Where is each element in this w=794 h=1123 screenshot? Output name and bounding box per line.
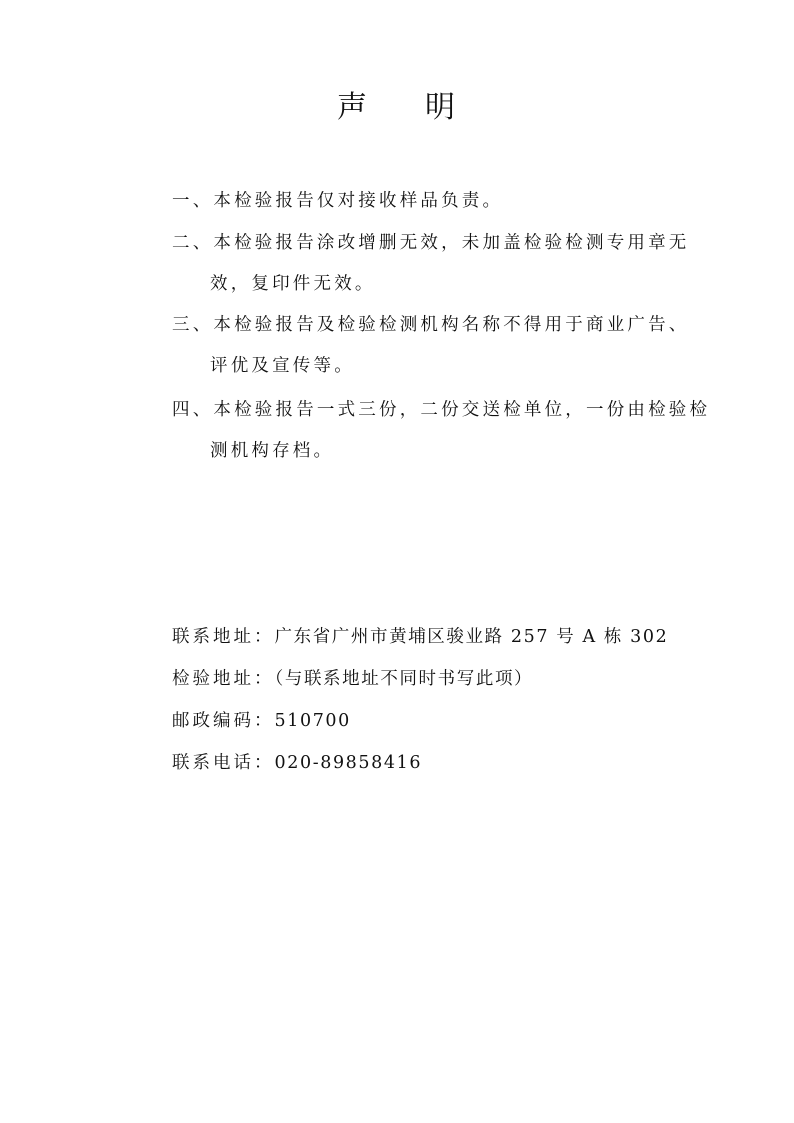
declaration-number: 二、: [172, 233, 214, 253]
declaration-continuation: 测机构存档。: [210, 441, 335, 461]
declaration-item-3: [172, 311, 712, 339]
postcode-value: 510700: [274, 711, 351, 731]
postcode: [172, 707, 351, 735]
declaration-number: 一、: [172, 191, 214, 211]
declaration-text: 本检验报告涂改增删无效，未加盖检验检测专用章无: [213, 233, 690, 253]
declaration-item-4: [172, 396, 712, 424]
contact-phone: [172, 749, 422, 777]
declaration-item-2: [172, 229, 712, 257]
test-address-label: 检验地址：: [172, 669, 275, 689]
contact-address-label: 联系地址：: [172, 627, 275, 647]
declaration-text: 本检验报告及检验检测机构名称不得用于商业广告、: [213, 315, 690, 335]
declaration-item-1: [172, 187, 712, 215]
declaration-number: 三、: [172, 315, 214, 335]
title-char-2: 明: [425, 90, 457, 125]
declaration-continuation: 效，复印件无效。: [210, 274, 376, 294]
postcode-label: 邮政编码：: [172, 711, 275, 731]
contact-address-value: 广东省广州市黄埔区骏业路 257 号 A 栋 302: [274, 627, 669, 647]
test-address: [172, 665, 533, 693]
declaration-number: 四、: [172, 400, 214, 420]
contact-phone-label: 联系电话：: [172, 753, 275, 773]
test-address-value: （与联系地址不同时书写此项）: [274, 669, 534, 689]
contact-phone-value: 020-89858416: [274, 753, 423, 773]
declaration-continuation: 评优及宣传等。: [210, 356, 355, 376]
declaration-text: 本检验报告一式三份，二份交送检单位，一份由检验检: [213, 400, 711, 420]
declaration-text: 本检验报告仅对接收样品负责。: [213, 191, 504, 211]
page-title: [0, 86, 794, 130]
title-char-1: 声: [337, 90, 369, 125]
contact-address: [172, 623, 668, 651]
